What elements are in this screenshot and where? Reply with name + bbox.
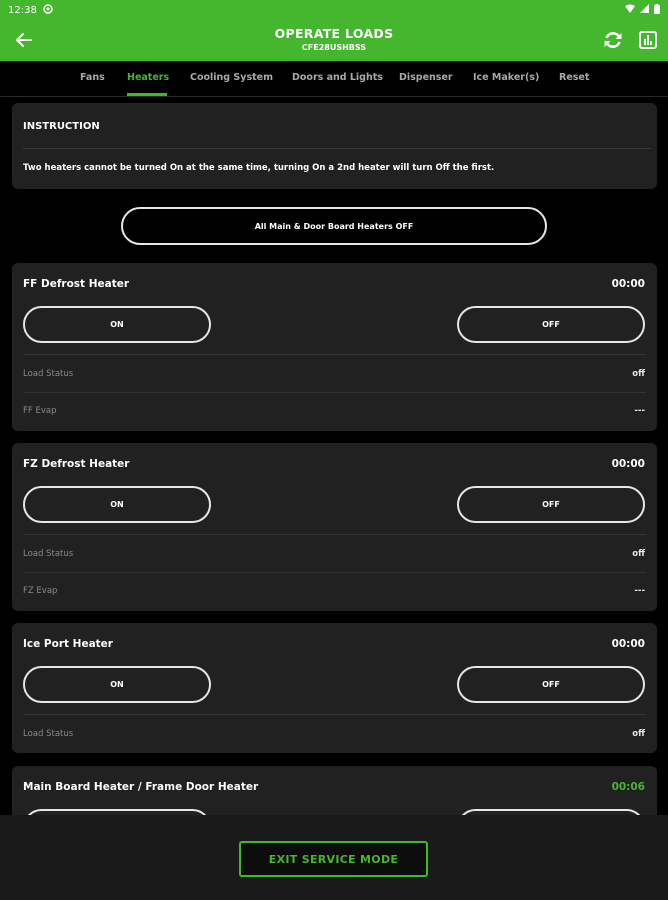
ff-evap-value: --- <box>634 406 645 416</box>
off-button[interactable]: OFF <box>457 666 645 703</box>
status-time: 12:38 <box>8 4 37 16</box>
fz-evap-value: --- <box>634 586 645 596</box>
load-status-value: off <box>632 369 645 379</box>
load-status-value: off <box>632 549 645 559</box>
on-button[interactable]: ON <box>23 486 211 523</box>
tab-bar <box>0 61 668 97</box>
active-tab-indicator <box>127 93 167 96</box>
exit-service-mode-button[interactable]: EXIT SERVICE MODE <box>239 841 428 877</box>
status-bar <box>0 0 668 20</box>
signal-icon <box>640 4 649 16</box>
refresh-icon[interactable] <box>601 28 625 52</box>
off-button[interactable]: OFF <box>457 486 645 523</box>
divider <box>23 534 646 535</box>
on-button[interactable]: ON <box>23 666 211 703</box>
fz-evap-label: FZ Evap <box>23 586 58 596</box>
instruction-card <box>12 103 657 189</box>
battery-icon <box>654 4 660 17</box>
divider <box>23 714 646 715</box>
load-status-value: off <box>632 729 645 739</box>
heater-name: Ice Port Heater <box>23 638 113 650</box>
heater-timer: 00:00 <box>611 458 645 470</box>
model-number: CFE28USHBSS <box>301 43 367 52</box>
divider <box>23 392 646 393</box>
notification-icon <box>43 4 53 17</box>
heater-name: FZ Defrost Heater <box>23 458 130 470</box>
tab-reset[interactable]: Reset <box>559 72 590 83</box>
tab-ice-makers[interactable]: Ice Maker(s) <box>473 72 540 83</box>
wifi-icon <box>625 4 635 16</box>
tab-cooling-system[interactable]: Cooling System <box>190 72 273 83</box>
divider <box>23 148 651 149</box>
ff-evap-label: FF Evap <box>23 406 57 416</box>
on-button[interactable]: ON <box>23 306 211 343</box>
divider <box>23 354 646 355</box>
tab-dispenser[interactable]: Dispenser <box>399 72 453 83</box>
heater-card-ice-port <box>12 623 657 753</box>
tab-fans[interactable]: Fans <box>80 72 105 83</box>
heater-timer: 00:00 <box>611 278 645 290</box>
instruction-title: INSTRUCTION <box>23 121 100 132</box>
all-heaters-off-button[interactable]: All Main & Door Board Heaters OFF <box>121 207 547 245</box>
tab-doors-and-lights[interactable]: Doors and Lights <box>292 72 383 83</box>
instruction-text: Two heaters cannot be turned On at the same time, turning On a 2nd heater will turn Off the first. <box>23 163 495 173</box>
bar-chart-icon[interactable] <box>636 28 660 52</box>
heater-name: FF Defrost Heater <box>23 278 130 290</box>
page-title: OPERATE LOADS <box>274 26 394 41</box>
heater-card-fz-defrost <box>12 443 657 611</box>
heater-card-ff-defrost <box>12 263 657 431</box>
load-status-label: Load Status <box>23 729 74 739</box>
tab-heaters[interactable]: Heaters <box>127 72 170 83</box>
app-bar <box>0 20 668 61</box>
divider <box>23 572 646 573</box>
load-status-label: Load Status <box>23 549 74 559</box>
load-status-label: Load Status <box>23 369 74 379</box>
heater-name: Main Board Heater / Frame Door Heater <box>23 781 259 793</box>
off-button[interactable]: OFF <box>457 306 645 343</box>
heater-timer: 00:06 <box>611 781 645 793</box>
heater-timer: 00:00 <box>611 638 645 650</box>
